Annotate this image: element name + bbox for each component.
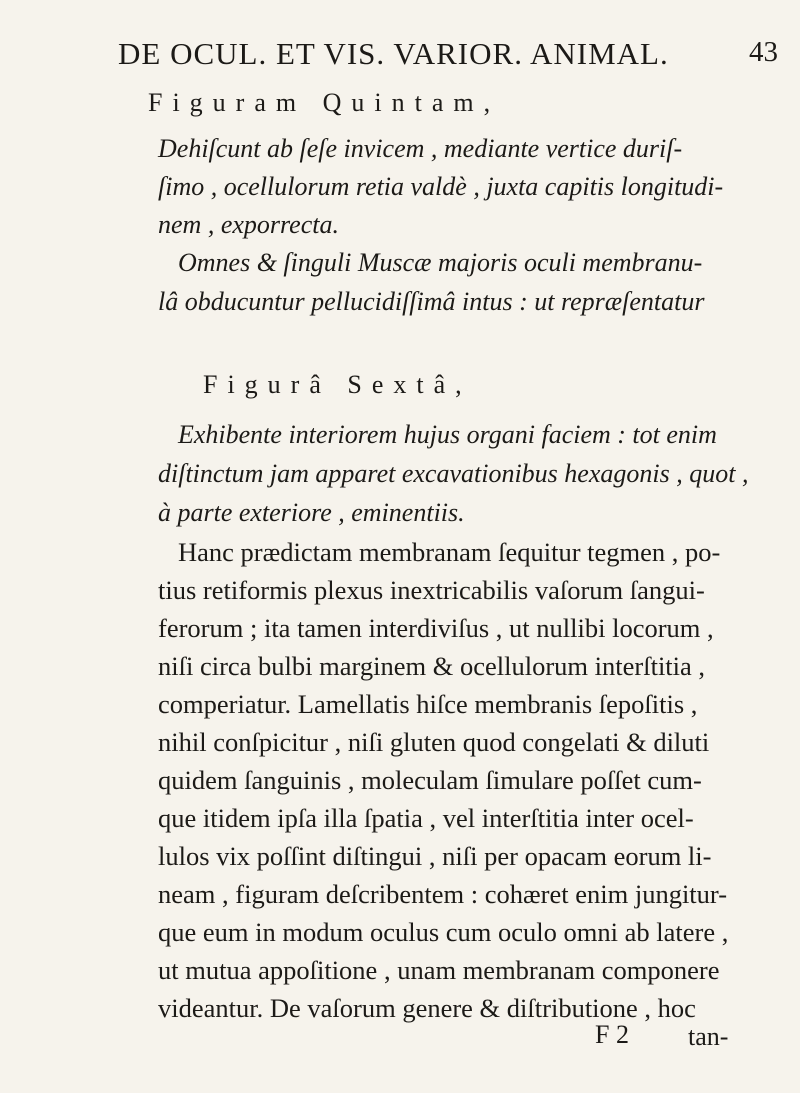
body-line: ut mutua appoſitione , unam membranam componere <box>158 955 720 985</box>
body-line: niſi circa bulbi marginem & ocellulorum interſtitia , <box>158 651 706 681</box>
page-number: 43 <box>749 36 778 68</box>
body-line: neam , figuram deſcribentem : cohæret enim jungitur- <box>158 879 728 909</box>
text-line: lâ obducuntur pellucidiſſimâ intus : ut repræſentatur <box>158 287 705 316</box>
figure-heading-sexta: Figurâ Sextâ, <box>203 370 472 399</box>
text-line: Exhibente interiorem hujus organi faciem : tot enim <box>178 420 717 449</box>
text-line: ſimo , ocellulorum retia valdè , juxta capitis longitudi- <box>158 172 724 201</box>
text-line: à parte exteriore , eminentiis. <box>158 498 465 527</box>
body-line: comperiatur. Lamellatis hiſce membranis ſepoſitis , <box>158 689 698 719</box>
text-line: Dehiſcunt ab ſeſe invicem , mediante vertice duriſ- <box>158 134 683 163</box>
body-line: tius retiformis plexus inextricabilis vaſorum ſangui- <box>158 575 705 605</box>
body-line: ferorum ; ita tamen interdiviſus , ut nullibi locorum , <box>158 613 714 643</box>
text-line: nem , exporrecta. <box>158 210 339 239</box>
body-line: lulos vix poſſint diſtingui , niſi per opacam eorum li- <box>158 841 712 871</box>
body-line: Hanc prædictam membranam ſequitur tegmen , po- <box>178 537 721 567</box>
running-header <box>118 36 778 82</box>
body-line: nihil conſpicitur , niſi gluten quod congelati & diluti <box>158 727 710 757</box>
text-line: Omnes & ſinguli Muscæ majoris oculi membranu- <box>178 248 703 277</box>
body-line: que itidem ipſa illa ſpatia , vel interſtitia inter ocel- <box>158 803 694 833</box>
signature-mark: F 2 <box>595 1020 629 1049</box>
running-title: DE OCUL. ET VIS. VARIOR. ANIMAL. <box>118 36 669 71</box>
text-line: diſtinctum jam apparet excavationibus hexagonis , quot , <box>158 459 749 488</box>
catchword: tan- <box>688 1022 729 1051</box>
figure-heading-quintam: Figuram Quintam, <box>148 88 501 117</box>
body-line: quidem ſanguinis , moleculam ſimulare poſſet cum- <box>158 765 702 795</box>
body-line: videantur. De vaſorum genere & diſtributione , hoc <box>158 993 696 1023</box>
body-line: que eum in modum oculus cum oculo omni ab latere , <box>158 917 729 947</box>
